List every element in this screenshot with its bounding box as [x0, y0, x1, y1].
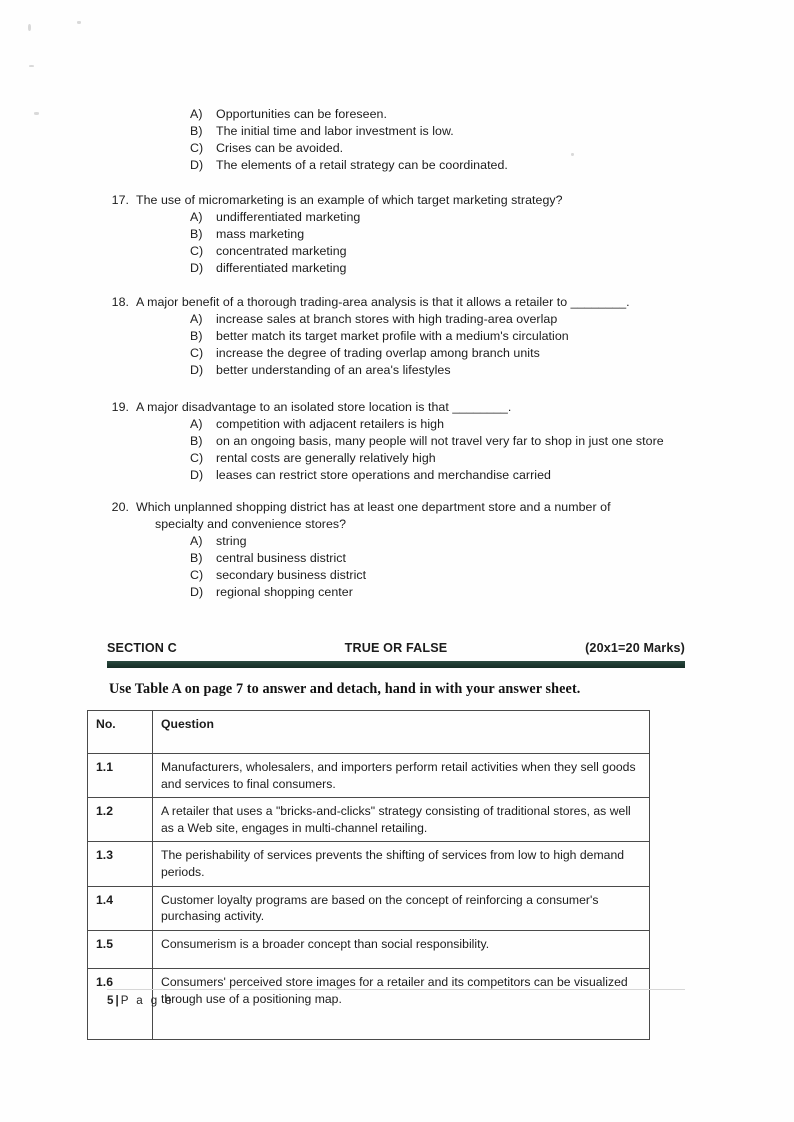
table-header-row	[88, 711, 650, 754]
option-letter: B)	[190, 551, 203, 566]
section-header	[107, 641, 685, 658]
question-block-18	[107, 294, 707, 379]
row-question[interactable]: Customer loyalty programs are based on the concept of reinforcing a consumer's purchasing activity.	[153, 886, 650, 930]
option-text: concentrated marketing	[216, 244, 347, 259]
section-title: TRUE OR FALSE	[344, 641, 448, 655]
option-letter: A)	[190, 312, 203, 327]
question-number: 17.	[111, 193, 129, 207]
question-text: A major benefit of a thorough trading-area analysis is that it allows a retailer to ________.	[136, 295, 630, 309]
option-row[interactable]	[107, 450, 707, 467]
question-text: The use of micromarketing is an example of which target marketing strategy?	[136, 193, 563, 207]
option-text: leases can restrict store operations and merchandise carried	[216, 468, 551, 483]
option-row[interactable]	[107, 140, 707, 157]
option-row[interactable]	[107, 433, 707, 450]
question-text-line2: specialty and convenience stores?	[155, 517, 347, 532]
option-letter: D)	[190, 585, 204, 600]
row-number: 1.1	[88, 754, 153, 798]
option-text: secondary business district	[216, 568, 367, 583]
question-block-20	[107, 499, 707, 602]
option-row[interactable]	[107, 416, 707, 433]
footer-separator: |	[115, 994, 119, 1007]
option-letter: C)	[190, 141, 204, 156]
column-header-question: Question	[153, 711, 650, 754]
option-row[interactable]	[107, 362, 707, 379]
option-text: better understanding of an area's lifestyles	[216, 363, 451, 378]
question-number: 18.	[111, 295, 129, 309]
option-text: Opportunities can be foreseen.	[216, 107, 387, 121]
option-row[interactable]	[107, 467, 707, 484]
question-stem-row	[107, 499, 707, 533]
option-letter: B)	[190, 434, 203, 449]
section-instruction: Use Table A on page 7 to answer and detach, hand in with your answer sheet.	[109, 681, 581, 697]
option-text: on an ongoing basis, many people will not travel very far to shop in just one store	[216, 434, 664, 449]
option-text: rental costs are generally relatively high	[216, 451, 436, 466]
question-stem-row	[107, 294, 707, 311]
footer-page-number: 5	[107, 994, 114, 1007]
row-number: 1.2	[88, 798, 153, 842]
option-letter: D)	[190, 363, 204, 378]
question-block-17	[107, 192, 707, 277]
option-text: Crises can be avoided.	[216, 141, 344, 156]
option-text: regional shopping center	[216, 585, 353, 600]
option-letter: D)	[190, 261, 204, 276]
option-text: mass marketing	[216, 227, 305, 242]
option-row[interactable]	[107, 311, 707, 328]
row-question[interactable]: Consumerism is a broader concept than social responsibility.	[153, 930, 650, 969]
table-row	[88, 798, 650, 842]
column-header-no: No.	[88, 711, 153, 754]
option-letter: D)	[190, 468, 204, 483]
true-false-table	[87, 710, 650, 1040]
option-text: string	[216, 534, 247, 549]
option-text: differentiated marketing	[216, 261, 347, 276]
row-question[interactable]: A retailer that uses a "bricks-and-clicks" strategy consisting of traditional stores, as well as a Web site, engages in multi-channel retailing.	[153, 798, 650, 842]
row-number: 1.3	[88, 842, 153, 886]
option-text: undifferentiated marketing	[216, 210, 361, 225]
option-row[interactable]	[107, 157, 707, 174]
row-question[interactable]: Manufacturers, wholesalers, and importers perform retail activities when they sell goods and services to final consumers.	[153, 754, 650, 798]
scan-speck	[29, 65, 34, 67]
scan-speck	[77, 21, 81, 24]
option-letter: C)	[190, 568, 204, 583]
option-text: central business district	[216, 551, 347, 566]
option-text: The initial time and labor investment is low.	[216, 124, 454, 139]
option-row[interactable]	[107, 226, 707, 243]
footer-page-word: P a g e	[120, 994, 175, 1007]
question-number: 20.	[111, 500, 129, 514]
option-letter: A)	[190, 210, 203, 225]
table-row	[88, 930, 650, 969]
footer-divider	[107, 989, 685, 990]
page-footer	[107, 994, 174, 1007]
option-row[interactable]	[107, 106, 707, 123]
option-row[interactable]	[107, 584, 707, 601]
option-letter: B)	[190, 227, 203, 242]
option-row[interactable]	[107, 345, 707, 362]
option-letter: C)	[190, 244, 204, 259]
section-divider-bar	[107, 661, 685, 668]
option-text: competition with adjacent retailers is high	[216, 417, 445, 432]
option-row[interactable]	[107, 243, 707, 260]
question-stem-row	[107, 399, 707, 416]
option-row[interactable]	[107, 533, 707, 550]
question-stem-row	[107, 192, 707, 209]
option-letter: D)	[190, 158, 204, 173]
section-marks: (20x1=20 Marks)	[585, 641, 685, 655]
option-text: increase sales at branch stores with high trading-area overlap	[216, 312, 558, 327]
option-row[interactable]	[107, 550, 707, 567]
section-label: SECTION C	[107, 641, 177, 655]
option-letter: A)	[190, 534, 203, 549]
option-row[interactable]	[107, 567, 707, 584]
option-row[interactable]	[107, 328, 707, 345]
table-row	[88, 842, 650, 886]
row-question[interactable]: The perishability of services prevents the shifting of services from low to high demand periods.	[153, 842, 650, 886]
table-row	[88, 886, 650, 930]
question-number: 19.	[111, 400, 129, 414]
option-row[interactable]	[107, 209, 707, 226]
option-letter: A)	[190, 417, 203, 432]
option-letter: B)	[190, 329, 203, 344]
option-row[interactable]	[107, 260, 707, 277]
option-letter: A)	[190, 107, 203, 121]
scan-speck	[34, 112, 39, 115]
table-row	[88, 754, 650, 798]
option-letter: B)	[190, 124, 203, 139]
option-letter: C)	[190, 346, 204, 361]
question-text	[136, 499, 707, 533]
option-text: The elements of a retail strategy can be coordinated.	[216, 158, 508, 173]
option-letter: C)	[190, 451, 204, 466]
row-question[interactable]: Consumers' perceived store images for a retailer and its competitors can be visualized through use of a positioning map.	[153, 969, 650, 1039]
question-block-continued	[107, 106, 707, 174]
scan-speck	[28, 24, 31, 31]
row-number: 1.5	[88, 930, 153, 969]
row-number: 1.6	[88, 969, 153, 1039]
option-text: increase the degree of trading overlap among branch units	[216, 346, 540, 361]
option-row[interactable]	[107, 123, 707, 140]
row-number: 1.4	[88, 886, 153, 930]
question-text: A major disadvantage to an isolated store location is that ________.	[136, 400, 512, 414]
question-block-19	[107, 399, 707, 484]
question-text-line1: Which unplanned shopping district has at least one department store and a number of	[136, 500, 611, 514]
option-text: better match its target market profile with a medium's circulation	[216, 329, 569, 344]
